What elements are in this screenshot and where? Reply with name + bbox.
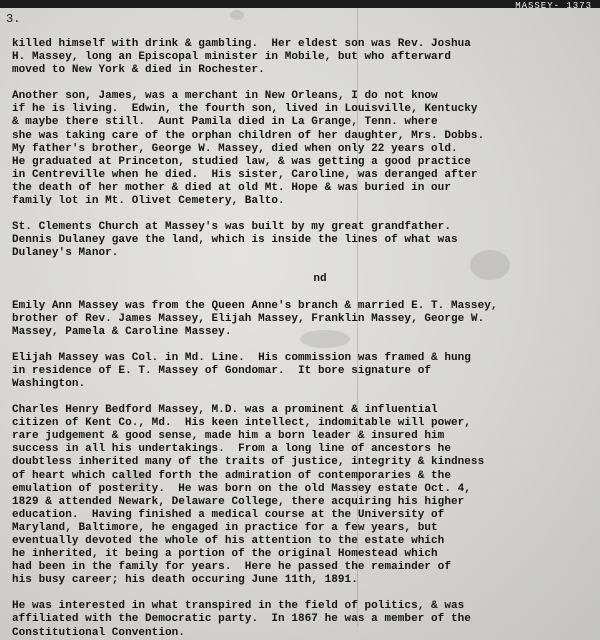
text-line: He was interested in what transpired in the field of politics, & was (12, 600, 465, 613)
text-line: affiliated with the Democratic party. In 1867 he was a member of the (12, 613, 471, 626)
text-line: she was taking care of the orphan children of her daughter, Mrs. Dobbs. (12, 129, 485, 142)
text-line: rare judgement & good sense, made him a born leader & insured him (12, 430, 445, 443)
text-line: had been in the family for years. Here he passed the remainder of (12, 561, 451, 574)
text-line: his busy career; his death occuring June 11th, 1891. (12, 574, 358, 587)
scan-smudge (230, 10, 244, 20)
text-line: emulation of posterity. He was born on the old Massey estate Oct. 4, (12, 482, 471, 495)
paragraph (12, 404, 592, 587)
scan-top-edge (0, 0, 600, 8)
text-line: 1829 & attended Newark, Delaware College, there acquiring his higher (12, 495, 465, 508)
paragraph (12, 352, 592, 391)
text-line: of heart which called forth the admiration of contemporaries & the (12, 469, 451, 482)
text-line: Dulaney's Manor. (12, 247, 119, 260)
text-line: Massey, Pamela & Caroline Massey. (12, 325, 232, 338)
text-line: He graduated at Princeton, studied law, & was getting a good practice (12, 155, 471, 168)
text-line: the death of her mother & died at old Mt. Hope & was buried in our (12, 181, 451, 194)
text-line: in Centreville when he died. His sister, Caroline, was deranged after (12, 168, 478, 181)
text-line: if he is living. Edwin, the fourth son, lived in Louisville, Kentucky (12, 103, 478, 116)
text-line: success in all his undertakings. From a long line of ancestors he (12, 443, 451, 456)
text-line: Washington. (12, 377, 86, 390)
text-line: brother of Rev. James Massey, Elijah Massey, Franklin Massey, George W. (12, 312, 485, 325)
text-line: education. Having finished a medical course at the University of (12, 508, 445, 521)
section-separator: nd (313, 273, 327, 286)
page-number: 3. (6, 12, 21, 26)
paragraph (12, 38, 592, 77)
text-line: he inherited, it being a portion of the original Homestead which (12, 548, 438, 561)
text-line: Emily Ann Massey was from the Queen Anne's branch & married E. T. Massey, (12, 299, 498, 312)
text-line: Charles Henry Bedford Massey, M.D. was a prominent & influential (12, 404, 438, 417)
text-line: Elijah Massey was Col. in Md. Line. His commission was framed & hung (12, 351, 471, 364)
text-line: Another son, James, was a merchant in New Orleans, I do not know (12, 90, 438, 103)
text-line: My father's brother, George W. Massey, died when only 22 years old. (12, 142, 458, 155)
paragraph (12, 90, 592, 208)
text-line: H. Massey, long an Episcopal minister in Mobile, but who afterward (12, 51, 451, 64)
text-line: eventually devoted the whole of his attention to the estate which (12, 535, 445, 547)
paragraph (12, 300, 592, 339)
text-line: killed himself with drink & gambling. Her eldest son was Rev. Joshua (12, 38, 471, 50)
text-line: citizen of Kent Co., Md. His keen intellect, indomitable will power, (12, 417, 471, 430)
text-line: Maryland, Baltimore, he engaged in practice for a few years, but (12, 521, 438, 534)
text-line: moved to New York & died in Rochester. (12, 64, 265, 77)
text-line: family lot in Mt. Olivet Cemetery, Balto. (12, 195, 285, 208)
document-body (12, 38, 592, 640)
text-line: doubtless inherited many of the traits of justice, integrity & kindness (12, 456, 485, 469)
paragraph (12, 221, 592, 260)
text-line: Constitutional Convention. (12, 626, 185, 639)
text-line: St. Clements Church at Massey's was built by my great grandfather. (12, 221, 451, 234)
text-line: Dennis Dulaney gave the land, which is inside the lines of what was (12, 234, 458, 247)
paragraph (12, 600, 592, 639)
text-line: in residence of E. T. Massey of Gondomar. It bore signature of (12, 364, 432, 377)
text-line: & maybe there still. Aunt Pamila died in La Grange, Tenn. where (12, 116, 438, 129)
page-header-label: MASSEY- 1373 (515, 1, 592, 11)
